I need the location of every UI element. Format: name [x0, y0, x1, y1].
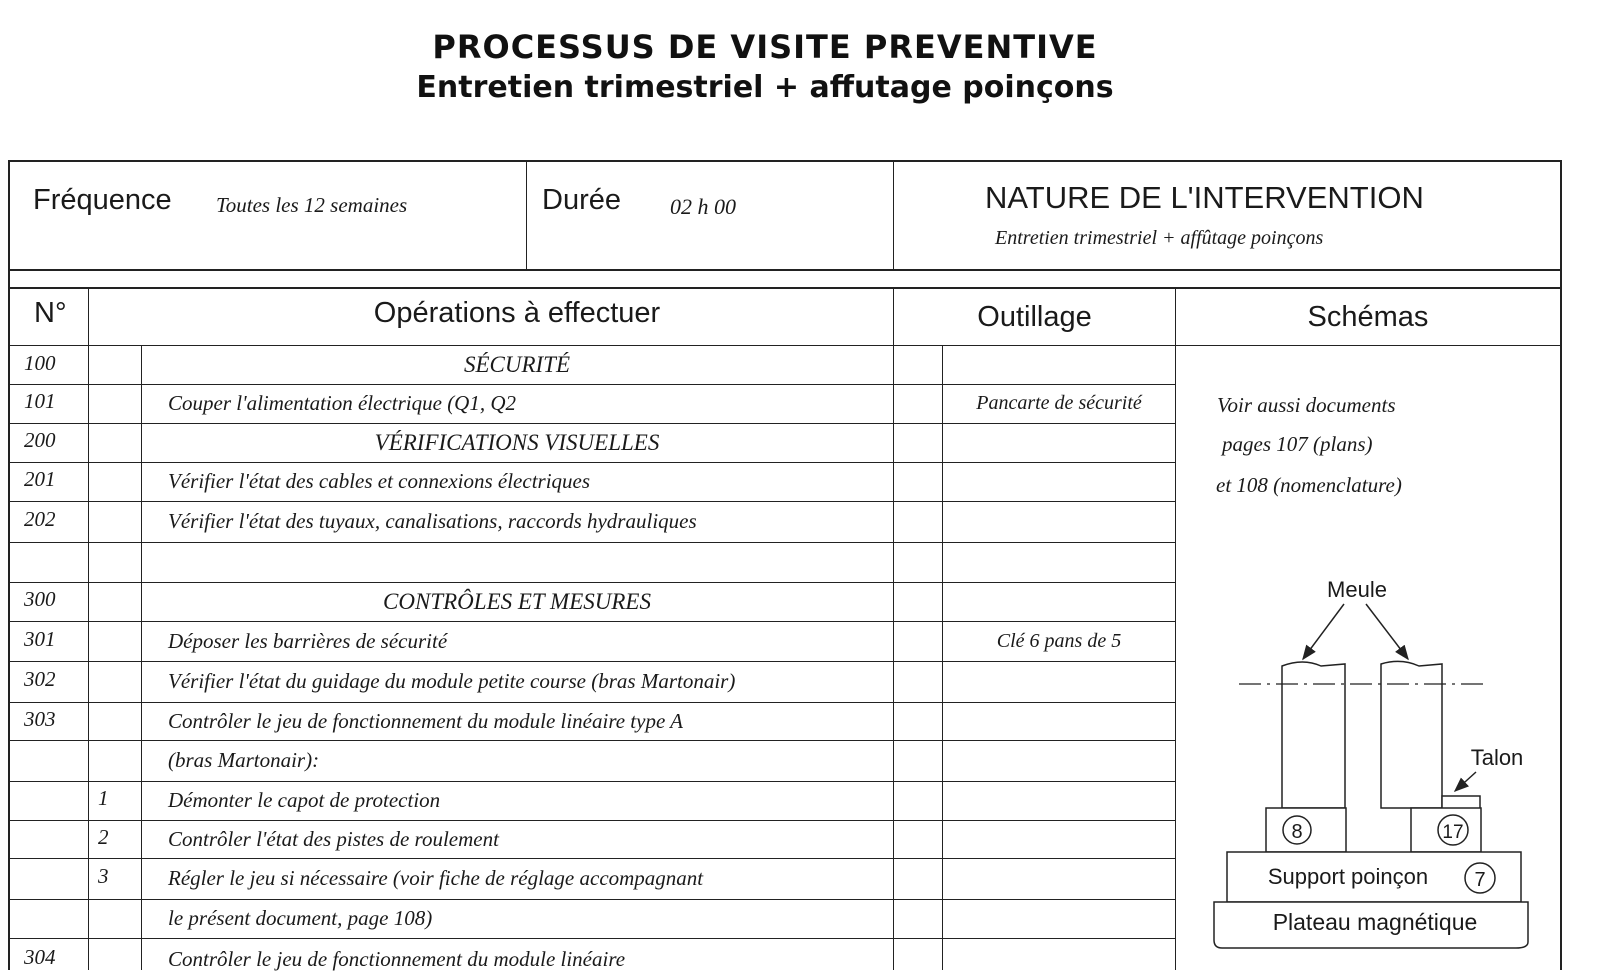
info-separator-2: [8, 287, 1560, 289]
part-number-7: 7: [1474, 869, 1486, 891]
document-title: PROCESSUS DE VISITE PREVENTIVE: [432, 28, 1098, 66]
info-divider-1: [526, 160, 527, 270]
row-step: [98, 344, 128, 382]
talon-arrow: [1455, 772, 1476, 791]
operation-text: Couper l'alimentation électrique (Q1, Q2: [168, 391, 517, 415]
tool-text: [943, 820, 1175, 858]
row-number: [24, 738, 84, 779]
section-heading: CONTRÔLES ET MESURES: [383, 589, 651, 614]
row-number: 202: [24, 507, 56, 531]
plateau-magnetique-label: Plateau magnétique: [1272, 909, 1478, 935]
row-step: [98, 460, 128, 499]
talon-label: Talon: [1470, 745, 1524, 770]
tool-text: Pancarte de sécurité: [976, 392, 1142, 414]
operation-text: le présent document, page 108): [168, 906, 433, 930]
col-line-ops: [893, 288, 894, 970]
row-step: [98, 580, 128, 619]
row-number: 200: [24, 428, 56, 452]
tool-text: [943, 740, 1175, 781]
tool-text: [943, 858, 1175, 899]
operation-text: Démonter le capot de protection: [168, 788, 441, 812]
operation-text: Vérifier l'état du guidage du module petite course (bras Martonair): [168, 669, 736, 693]
col-header-num: N°: [34, 297, 67, 329]
col-header-operations: Opérations à effectuer: [373, 297, 661, 329]
row-step: 3: [98, 864, 109, 888]
col-line-num: [88, 288, 89, 970]
row-number: [24, 540, 84, 580]
row-number: [24, 897, 84, 936]
duree-label: Durée: [542, 184, 621, 216]
info-divider-2: [893, 160, 894, 270]
info-separator-1: [8, 269, 1560, 271]
operation-text: Déposer les barrières de sécurité: [168, 629, 448, 653]
tool-text: [943, 542, 1175, 582]
row-number: 300: [24, 587, 56, 611]
row-number: 302: [24, 667, 56, 691]
meule-arrow-left: [1303, 604, 1344, 659]
row-number: [24, 779, 84, 818]
row-step: 2: [98, 825, 109, 849]
row-step: [98, 936, 128, 978]
document-subtitle: Entretien trimestriel + affutage poinçons: [416, 70, 1114, 105]
table-top-border: [8, 160, 1560, 162]
tool-text: Clé 6 pans de 5: [996, 630, 1122, 652]
tool-text: [943, 346, 1175, 384]
table-left-border: [8, 160, 10, 970]
tool-text: [943, 661, 1175, 702]
tool-text: [943, 702, 1175, 740]
row-step: 1: [98, 786, 109, 810]
tool-text: [943, 899, 1175, 938]
part-number-17: 17: [1442, 822, 1464, 843]
operation-text: Régler le jeu si nécessaire (voir fiche de réglage accompagnant: [168, 866, 704, 890]
row-number: 100: [24, 351, 56, 375]
table-right-border: [1560, 160, 1562, 970]
tool-text: [943, 423, 1175, 462]
operation-text: Vérifier l'état des cables et connexions électriques: [168, 469, 591, 493]
schema-note-line-1: Voir aussi documents: [1217, 393, 1396, 417]
tool-text: [943, 781, 1175, 820]
tool-text: [943, 501, 1175, 542]
meule-label: Meule: [1327, 577, 1387, 602]
row-step: [98, 897, 128, 936]
schema-note-line-3: et 108 (nomenclature): [1216, 473, 1402, 497]
section-heading: VÉRIFICATIONS VISUELLES: [374, 430, 660, 455]
col-header-outillage: Outillage: [977, 301, 1092, 333]
row-number: 303: [24, 707, 56, 731]
section-heading: SÉCURITÉ: [463, 352, 571, 377]
schema-note-line-2: pages 107 (plans): [1222, 432, 1373, 456]
tool-text: [943, 582, 1175, 621]
frequence-value: Toutes les 12 semaines: [216, 193, 408, 217]
tool-text: [943, 462, 1175, 501]
nature-label: NATURE DE L'INTERVENTION: [985, 180, 1424, 215]
row-step: [98, 700, 128, 738]
row-step: [98, 499, 128, 540]
tool-text: [943, 938, 1175, 980]
row-number: 301: [24, 627, 56, 651]
support-poincon-label: Support poinçon: [1267, 864, 1429, 889]
row-step: [98, 540, 128, 580]
operation-text: (bras Martonair):: [168, 748, 320, 772]
row-number: [24, 856, 84, 897]
operation-text: Vérifier l'état des tuyaux, canalisations, raccords hydrauliques: [168, 509, 697, 533]
part-number-8: 8: [1291, 821, 1303, 843]
meule-arrow-right: [1366, 604, 1408, 659]
row-number: 201: [24, 467, 56, 491]
col-header-schemas: Schémas: [1307, 301, 1429, 333]
row-number: 304: [24, 945, 56, 969]
operation-text: Contrôler le jeu de fonctionnement du module linéaire: [168, 947, 626, 971]
nature-value: Entretien trimestriel + affûtage poinçons: [995, 227, 1324, 249]
grinding-schematic: [1176, 560, 1560, 960]
row-number: [24, 818, 84, 856]
operation-text: Contrôler le jeu de fonctionnement du module linéaire type A: [168, 709, 683, 733]
operation-text: Contrôler l'état des pistes de roulement: [168, 827, 499, 851]
row-step: [98, 382, 128, 421]
row-step: [98, 738, 128, 779]
row-step: [98, 659, 128, 700]
row-number: 101: [24, 389, 56, 413]
duree-value: 02 h 00: [670, 194, 736, 219]
row-step: [98, 421, 128, 460]
row-step: [98, 619, 128, 659]
frequence-label: Fréquence: [33, 184, 172, 216]
